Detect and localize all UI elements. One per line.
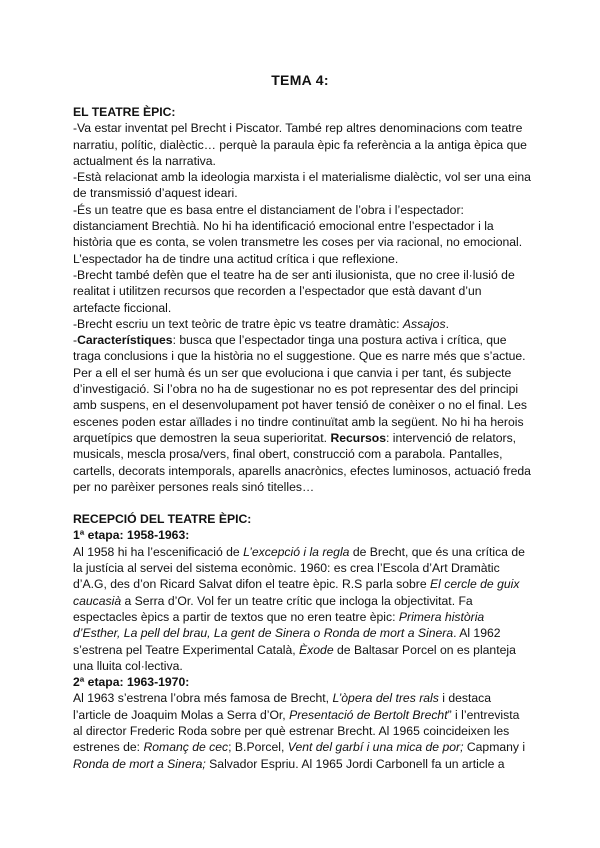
text-line: distanciament Brechtià. No hi ha identificació emocional entre l’espectador i la (73, 219, 494, 234)
text-line: musicals, mescla prosa/vers, final obert, construcció com a parabola. Pantalles, (73, 447, 503, 462)
italic-title: Assajos (402, 316, 446, 331)
text-line (73, 593, 533, 609)
text-line: -Brecht també defèn que el teatre ha de ser anti ilusionista, que no cree il·lusió de (73, 267, 515, 282)
text-line: per no parèixer persones reals sinó titelles… (73, 479, 315, 494)
text-line: actualment és la narrativa. (73, 153, 216, 168)
label-resources: Recursos (330, 430, 386, 445)
italic-title: L’excepció i la regla (243, 544, 350, 559)
text-line: narratiu, polític, dialèctic… perquè la paraula èpic fa referència a la antiga èpica que (73, 137, 527, 152)
text-line (73, 756, 533, 772)
text-line (73, 625, 533, 641)
text-line (73, 739, 533, 755)
text-line: -Va estar inventat pel Brecht i Piscator. També rep altres denominacions com teatre (73, 121, 523, 136)
text-run: de Brecht, que és una crítica de (349, 544, 525, 559)
text-run: d’A.G, des d’on Ricard Salvat difon el teatre èpic. R.S parla sobre (73, 577, 431, 592)
text-line: escenes poden estar aïllades i no tindre continuïtat amb la següent. No hi ha herois (73, 414, 524, 429)
text-line (73, 544, 533, 560)
document-body (73, 104, 533, 772)
paragraph-stage-1 (73, 544, 533, 674)
italic-title: Romanç de cec (143, 740, 229, 755)
italic-title: Primera història (398, 609, 485, 624)
text-run: : busca que l’espectador tinga una postura activa i crítica, que (172, 333, 507, 348)
paragraph-stage-2 (73, 690, 533, 771)
section-spacer (73, 495, 533, 511)
text-line (73, 690, 533, 706)
text-line: Per a ell el ser humà és un ser que evoluciona i que canvia i per tant, és subjecte (73, 365, 512, 380)
text-run: ; B.Porcel, (228, 740, 288, 755)
text-line: realitat i utilitzen recursos que recorden a l’espectador que està davant d’un (73, 284, 482, 299)
italic-title: Presentació de Bertolt Brecht (289, 707, 448, 722)
italic-title: Ronda de mort a Sinera; (73, 756, 206, 771)
text-line: la justícia al servei del sistema econòmic. 1960: es crea l’Escola d’Art Dramàtic (73, 561, 500, 576)
text-run: Capmany i (463, 740, 526, 755)
page-title: TEMA 4: (271, 72, 329, 88)
italic-title: d’Esther, La pell del brau, La gent de Sinera o Ronda de mort a Sinera (73, 626, 454, 641)
paragraph-origin (73, 120, 533, 169)
text-line: història que es conta, se volen transmetre les coses per via racional, no emocional. (73, 235, 523, 250)
text-run: a Serra d’Or. Vol fer un teatre crític que incloga la objectivitat. Fa (121, 593, 473, 608)
text-line (73, 707, 533, 723)
text-run: espectacles èpics a partir de textos que no eren teatre èpic: (73, 609, 399, 624)
stage-heading-2: 2ª etapa: 1963-1970: (73, 675, 190, 690)
text-run: Al 1958 hi ha l’escenificació de (73, 544, 244, 559)
text-run: Al 1963 s’estrena l’obra més famosa de Brecht, (73, 691, 333, 706)
text-run: : intervenció de relators, (385, 430, 517, 445)
stage-heading-1: 1ª etapa: 1958-1963: (73, 528, 190, 543)
text-line (73, 609, 533, 625)
text-line (73, 576, 533, 592)
text-run: . Al 1962 (453, 626, 501, 641)
text-line: cartells, decorats intemporals, aparells anacrònics, efectes luminosos, actuació freda (73, 463, 531, 478)
text-run: de Baltasar Porcel on es planteja (333, 642, 516, 657)
text-line: artefacte ficcional. (73, 300, 172, 315)
italic-title: Èxode (299, 642, 334, 657)
paragraph-assajos (73, 316, 533, 332)
text-line: al director Frederic Roda sobre per què estrenar Brecht. Al 1965 coincideixen les (73, 723, 510, 738)
text-line: -És un teatre que es basa entre el distanciament de l’obra i l’espectador: (73, 202, 464, 217)
text-run: -Brecht escriu un text teòric de tratre èpic vs teatre dramàtic: (73, 316, 403, 331)
section-heading-epic-theatre: EL TEATRE ÈPIC: (73, 105, 176, 119)
text-line: de transmissió d’aquest ideari. (73, 186, 238, 201)
paragraph-distancing (73, 202, 533, 267)
text-line: d’investigació. Si l’obra no ha de sugestionar no es pot representar des del principi (73, 382, 519, 397)
section-heading-reception: RECEPCIÓ DEL TEATRE ÈPIC: (73, 512, 252, 527)
text-line: L’espectador ha de tindre una actitud crítica i que reflexione. (73, 251, 399, 266)
italic-title: El cercle de guix (430, 577, 520, 592)
text-line: traga conclusions i que la història no el suggestione. Que es narre més que s’actue. (73, 349, 526, 364)
text-line: amb suspens, en el desenvolupament pot haver tensió de conèixer o no el final. Les (73, 398, 527, 413)
text-line (73, 332, 533, 348)
paragraph-anti-illusion (73, 267, 533, 316)
label-characteristics: Característiques (77, 333, 173, 348)
text-run: Salvador Espriu. Al 1965 Jordi Carbonell fa un article a (205, 756, 505, 771)
paragraph-ideology (73, 169, 533, 202)
text-run: i destaca (438, 691, 492, 706)
text-run: . (445, 316, 449, 331)
text-run: l’article de Joaquim Molas a Serra d’Or, (73, 707, 290, 722)
italic-title: L’òpera del tres rals (332, 691, 439, 706)
text-run: ” i l’entrevista (447, 707, 520, 722)
text-line (73, 316, 533, 332)
text-line (73, 430, 533, 446)
text-line: -Està relacionat amb la ideologia marxista i el materialisme dialèctic, vol ser una eina (73, 170, 531, 185)
text-run: arquetípics que demostren la seua superioritat. (73, 430, 331, 445)
text-line (73, 642, 533, 658)
italic-title: caucasià (73, 593, 122, 608)
text-run: estrenes de: (73, 740, 144, 755)
text-run: s’estrena pel Teatre Experimental Català, (73, 642, 300, 657)
paragraph-characteristics (73, 332, 533, 495)
text-line: una lluita col·lectiva. (73, 658, 183, 673)
text-run: - (73, 333, 78, 348)
italic-title: Vent del garbí i una mica de por; (287, 740, 464, 755)
